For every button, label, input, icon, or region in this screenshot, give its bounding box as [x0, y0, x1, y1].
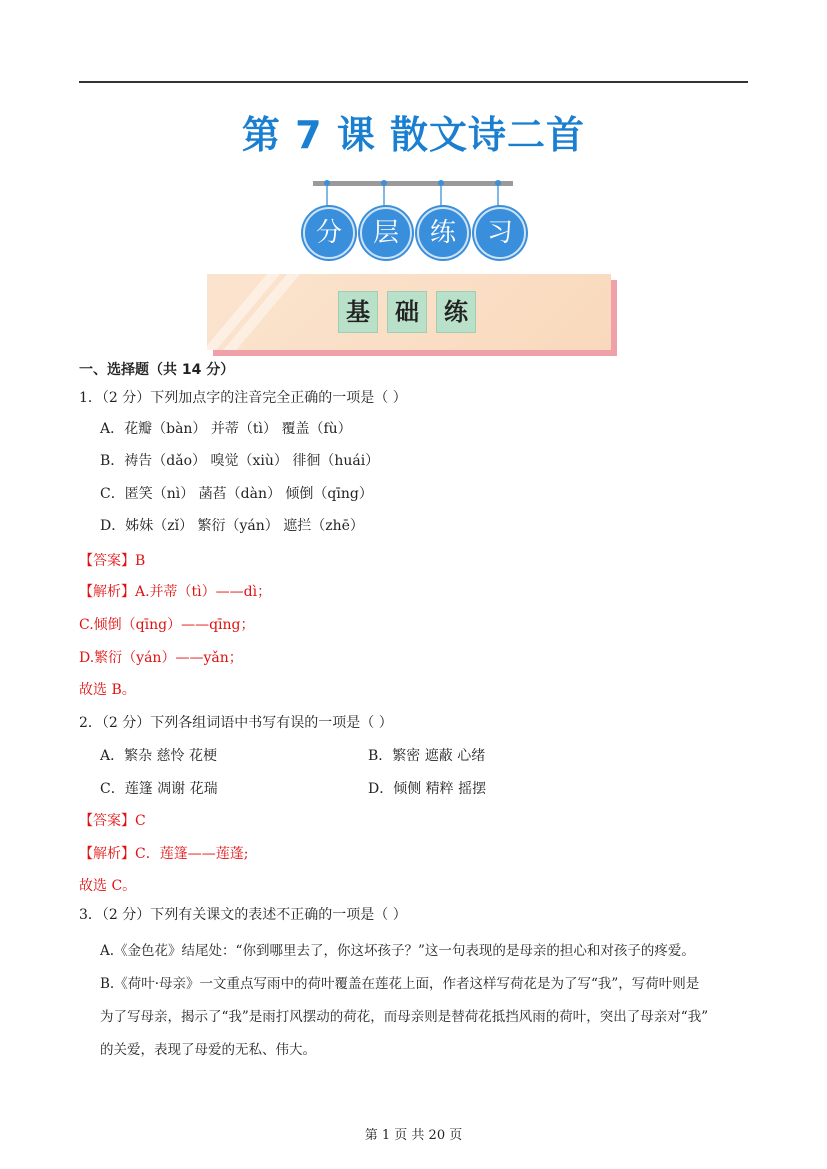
question-3-stem: 3．（2 分）下列有关课文的表述不正确的一项是（ ） [79, 907, 407, 923]
question-3-option-a: A.《金色花》结尾处：“你到哪里去了，你这坏孩子？”这一句表现的是母亲的担心和对孩子的疼爱。 [100, 943, 695, 959]
question-2-stem: 2．（2 分）下列各组词语中书写有误的一项是（ ） [79, 715, 393, 731]
decor-bar [313, 181, 513, 186]
question-1-analysis-1: 【解析】A.并蒂（tì）——dì； [79, 584, 272, 600]
question-2-option-d: D．倾侧 精粹 摇摆 [368, 781, 487, 797]
banner-tile-1: 基 [338, 291, 378, 333]
header-circle-2: 层 [360, 207, 412, 259]
page-title: 第 7 课 散文诗二首 [241, 113, 586, 157]
question-1-stem: 1．（2 分）下列加点字的注音完全正确的一项是（ ） [79, 390, 407, 406]
question-1-answer: 【答案】B [79, 553, 146, 569]
question-1-analysis-3: D.繁衍（yán）——yǎn； [79, 650, 243, 666]
question-2-answer: 【答案】C [79, 813, 146, 829]
header-circle-3: 练 [417, 207, 469, 259]
header-circle-1: 分 [303, 207, 355, 259]
question-1-analysis-2: C.倾倒（qīng）——qīng； [79, 617, 255, 633]
question-1-option-d: D．姊妹（zǐ） 繁衍（yán） 遮拦（zhē） [100, 518, 364, 534]
banner-tile-3: 练 [436, 291, 476, 333]
question-2-analysis-1: 【解析】C．莲篷——莲蓬; [79, 846, 249, 862]
question-2-option-c: C．莲篷 凋谢 花瑞 [100, 781, 218, 797]
question-2-option-a: A．繁杂 慈怜 花梗 [100, 748, 218, 764]
question-1-option-a: A．花瓣（bàn） 并蒂（tì） 覆盖（fù） [100, 421, 352, 437]
question-1-option-c: C．匿笑（nì） 菡萏（dàn） 倾倒（qīng） [100, 486, 373, 502]
question-2-option-b: B．繁密 遮蔽 心绪 [368, 748, 486, 764]
question-3-option-b: B.《荷叶·母亲》一文重点写雨中的荷叶覆盖在莲花上面，作者这样写荷花是为了写“我”，写荷叶则是 [100, 976, 700, 992]
question-3-option-b-end: 的关爱，表现了母爱的无私、伟大。 [100, 1042, 316, 1058]
question-1-option-b: B．祷告（dǎo） 嗅觉（xiù） 徘徊（huái） [100, 453, 380, 469]
page-footer: 第 1 页 共 20 页 [364, 1128, 463, 1143]
question-2-analysis-2: 故选 C。 [79, 878, 137, 894]
banner-tile-2: 础 [387, 291, 427, 333]
question-1-analysis-4: 故选 B。 [79, 682, 136, 698]
section-heading: 一、选择题（共 14 分） [79, 362, 235, 378]
question-3-option-b-cont: 为了写母亲，揭示了“我”是雨打风摆动的荷花，而母亲则是替荷花抵挡风雨的荷叶，突出了母亲对“我” [100, 1009, 709, 1025]
header-rule [79, 81, 748, 83]
header-circle-4: 习 [474, 207, 526, 259]
